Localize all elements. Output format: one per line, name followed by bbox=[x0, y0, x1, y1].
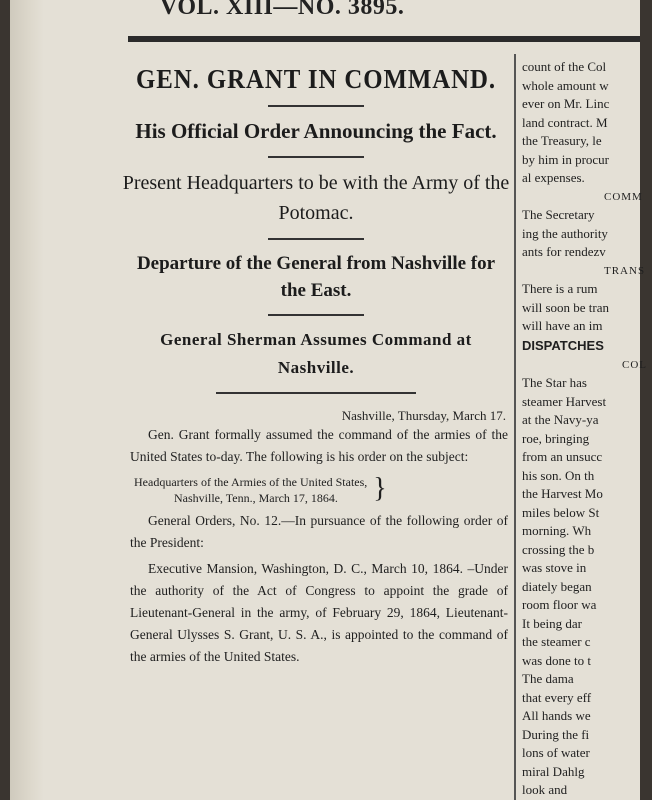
column-line: that every eff bbox=[522, 689, 592, 705]
column-rule bbox=[514, 54, 516, 800]
column-line: was done to t bbox=[522, 652, 591, 668]
deck-4: General Sherman Assumes Command at Nashville. bbox=[160, 330, 472, 377]
divider bbox=[268, 314, 364, 316]
section-head-trans: TRANS bbox=[604, 264, 646, 277]
deck-3: Departure of the General from Nashville for the East. bbox=[136, 253, 496, 301]
column-line: land contract. M bbox=[522, 114, 608, 130]
column-line: al expenses. bbox=[522, 170, 585, 185]
column-line: the Harvest Mo bbox=[522, 486, 603, 501]
column-line: the Treasury, le bbox=[522, 133, 602, 148]
column-line: the steamer c bbox=[522, 634, 591, 649]
section-head-comm: COMM bbox=[604, 190, 643, 203]
column-line: The dama bbox=[522, 671, 574, 686]
column-block-d bbox=[522, 374, 652, 800]
column-line: diately began bbox=[522, 578, 592, 594]
column-line: lons of water bbox=[522, 745, 590, 760]
column-block-b bbox=[522, 206, 652, 262]
paragraph-1: Gen. Grant formally assumed the command of the armies of the United States to-day. The following is his order on the subject: bbox=[130, 427, 508, 464]
column-line: room floor wa bbox=[522, 597, 597, 612]
column-line: It being dar bbox=[522, 615, 582, 631]
column-line: his son. On th bbox=[522, 467, 595, 483]
order-heading-line-2: Nashville, Tenn., March 17, 1864. bbox=[174, 491, 338, 505]
adjacent-column bbox=[522, 58, 652, 800]
column-line: morning. Wh bbox=[522, 523, 592, 538]
column-line: ing the authority bbox=[522, 225, 608, 241]
divider bbox=[268, 238, 364, 240]
column-block-a bbox=[522, 58, 652, 188]
column-line: ever on Mr. Linc bbox=[522, 96, 610, 111]
column-line: count of the Col bbox=[522, 59, 607, 74]
brace-glyph: } bbox=[373, 473, 387, 504]
column-line: look and bbox=[522, 782, 568, 797]
newspaper-page bbox=[10, 0, 647, 800]
paragraph-2: General Orders, No. 12.—In pursuance of the following order of the President: bbox=[130, 513, 508, 550]
column-line: whole amount w bbox=[522, 77, 609, 93]
column-line: will have an im bbox=[522, 318, 603, 333]
column-line: The Star has bbox=[522, 375, 587, 390]
column-line: steamer Harvest bbox=[522, 393, 607, 409]
column-line: miles below St bbox=[522, 504, 600, 520]
deck-1: His Official Order Announcing the Fact. bbox=[135, 119, 497, 143]
column-line: crossing the b bbox=[522, 541, 595, 557]
divider bbox=[216, 392, 416, 394]
column-line: There is a rum bbox=[522, 281, 598, 296]
column-line: All hands we bbox=[522, 708, 591, 723]
headline: GEN. GRANT IN COMMAND. bbox=[136, 64, 496, 94]
section-head-dispatches: DISPATCHES bbox=[522, 337, 604, 353]
column-line: During the fi bbox=[522, 726, 590, 742]
order-heading-line-1: Headquarters of the Armies of the United States, bbox=[134, 475, 368, 489]
column-line: was stove in bbox=[522, 560, 587, 575]
deck-2: Present Headquarters to be with the Army of the Potomac. bbox=[122, 172, 510, 224]
lead-article bbox=[120, 58, 512, 668]
column-line: from an unsucc bbox=[522, 449, 603, 464]
page-fold-shadow bbox=[10, 0, 44, 800]
section-head-col: COL bbox=[622, 358, 647, 371]
column-line: by him in procur bbox=[522, 151, 610, 167]
masthead-volume: VOL. XIII—NO. 3895. bbox=[160, 0, 405, 20]
column-block-c bbox=[522, 280, 652, 336]
column-line: at the Navy-ya bbox=[522, 412, 599, 427]
divider bbox=[268, 156, 364, 158]
column-line: miral Dahlg bbox=[522, 763, 585, 779]
column-line: will soon be tran bbox=[522, 299, 610, 315]
paragraph-3: Executive Mansion, Washington, D. C., March 10, 1864. –Under the authority of the Act of Congress to appoint the grade of Lieutenant-General in the army, of February 29, 1864, Lieutenant-General Ulysses S. Grant, U. S. A., is appointed to the command of the armies of the United States. bbox=[130, 561, 508, 664]
dateline: Nashville, Thursday, March 17. bbox=[341, 408, 506, 423]
divider bbox=[268, 105, 364, 107]
order-heading bbox=[134, 474, 508, 506]
masthead-rule bbox=[128, 36, 640, 42]
column-line: roe, bringing bbox=[522, 430, 590, 446]
column-line: ants for rendezv bbox=[522, 244, 606, 259]
column-line: The Secretary bbox=[522, 207, 595, 222]
